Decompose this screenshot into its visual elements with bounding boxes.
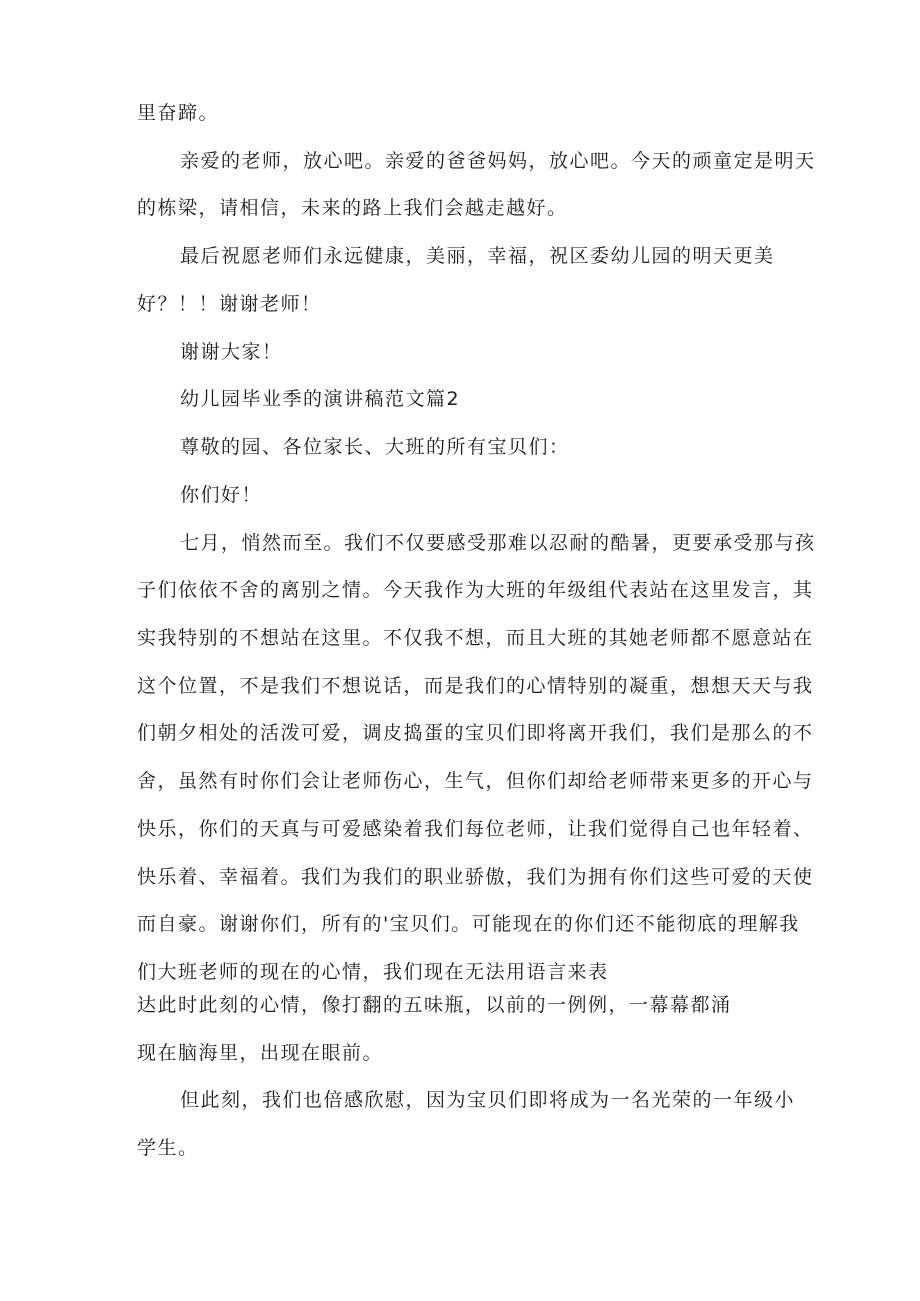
text-line: 好？！！谢谢老师！ <box>137 293 322 315</box>
section-heading: 幼儿园毕业季的演讲稿范文篇2 <box>180 388 461 410</box>
text-line: 里奋蹄。 <box>137 102 220 124</box>
text-line: 学生。 <box>137 1137 199 1159</box>
text-line: 实我特别的不想站在这里。不仅我不想，而且大班的其她老师都不愿意站在 <box>137 627 814 649</box>
salutation-line: 尊敬的园、各位家长、大班的所有宝贝们： <box>180 436 570 458</box>
text-line: 们大班老师的现在的心情，我们现在无法用语言来表 <box>137 961 609 983</box>
paragraph-line: 最后祝愿老师们永远健康，美丽，幸福，祝区委幼儿园的明天更美 <box>180 245 775 267</box>
text-line: 而自豪。谢谢你们，所有的'宝贝们。可能现在的你们还不能彻底的理解我 <box>137 913 800 935</box>
text-line: 们朝夕相处的活泼可爱，调皮捣蛋的宝贝们即将离开我们，我们是那么的不 <box>137 722 814 744</box>
text-line: 达此时此刻的心情，像打翻的五味瓶，以前的一例例，一幕幕都涌 <box>137 994 732 1016</box>
text-line: 现在脑海里，出现在眼前。 <box>137 1042 384 1064</box>
text-line: 快乐，你们的天真与可爱感染着我们每位老师，让我们觉得自己也年轻着、 <box>137 818 814 840</box>
greeting-line: 你们好！ <box>180 484 263 506</box>
text-line: 子们依依不舍的离别之情。今天我作为大班的年级组代表站在这里发言，其 <box>137 579 814 601</box>
paragraph-line: 亲爱的老师，放心吧。亲爱的爸爸妈妈，放心吧。今天的顽童定是明天 <box>180 150 816 172</box>
text-line: 快乐着、幸福着。我们为我们的职业骄傲，我们为拥有你们这些可爱的天使 <box>137 866 814 888</box>
paragraph-line: 谢谢大家！ <box>180 341 283 363</box>
text-line: 舍，虽然有时你们会让老师伤心，生气，但你们却给老师带来更多的开心与 <box>137 770 814 792</box>
paragraph-line: 七月，悄然而至。我们不仅要感受那难以忍耐的酷暑，更要承受那与孩 <box>180 532 816 554</box>
text-line: 的栋梁，请相信，未来的路上我们会越走越好。 <box>137 197 568 219</box>
paragraph-line: 但此刻，我们也倍感欣慰，因为宝贝们即将成为一名光荣的一年级小 <box>180 1089 796 1111</box>
text-line: 这个位置，不是我们不想说话，而是我们的心情特别的凝重，想想天天与我 <box>137 675 814 697</box>
